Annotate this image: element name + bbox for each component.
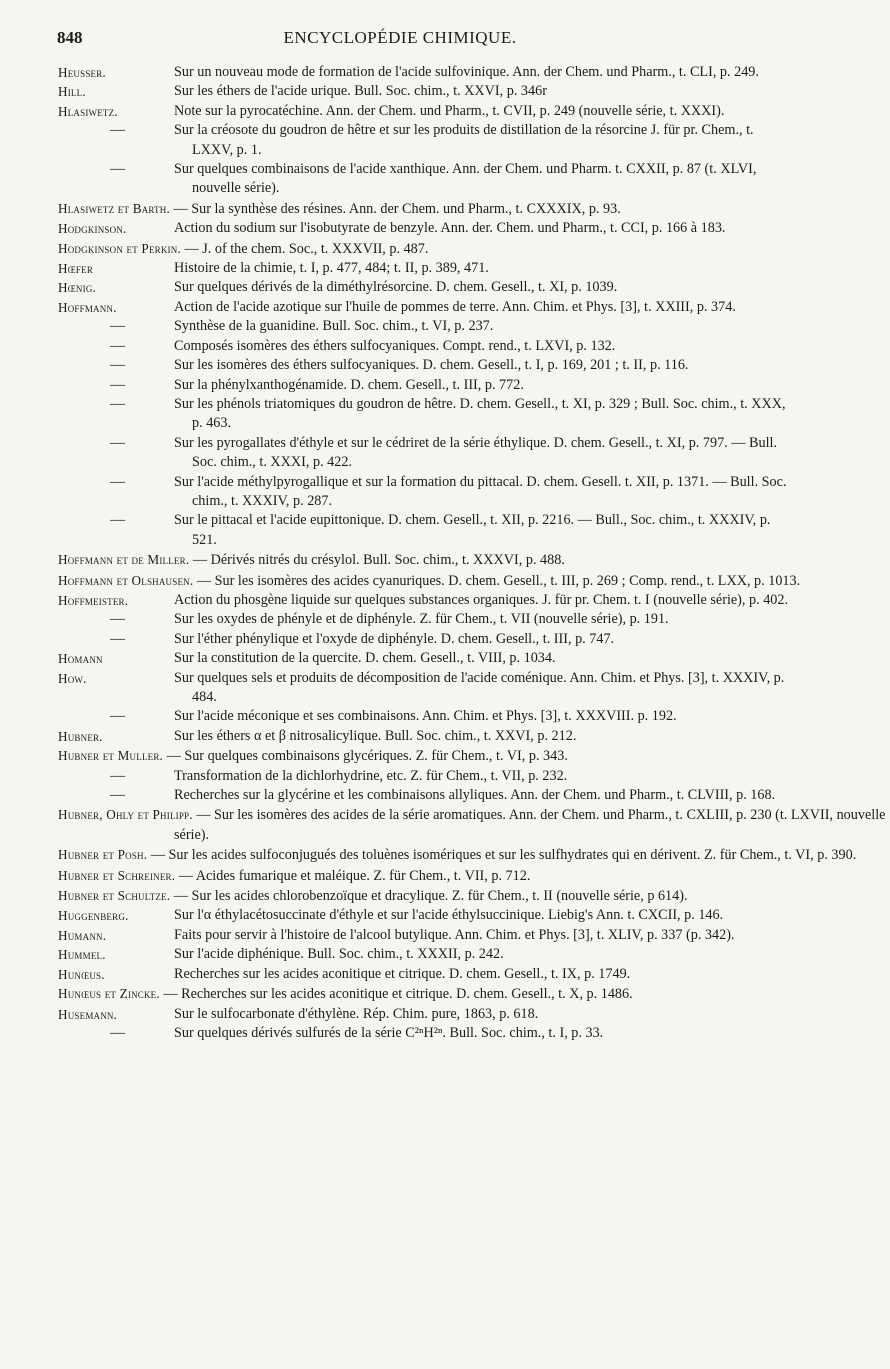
bibliography-entry — [0, 1005, 800, 1024]
bibliography-entry — [0, 239, 800, 259]
entry-reference: — Sur les acides sulfoconjugués des toluènes isomériques et sur les sulfhydrates qui en dérivent. Z. für Chem., t. VI, p. 390. — [150, 847, 857, 864]
entry-text: Sur l'α éthylacétosuccinate d'éthyle et sur l'acide éthylsuccinique. Liebig's Ann. t. CXCII, p. 146. — [174, 907, 724, 924]
entry-author: Hubner, Ohly et Philipp. — [58, 807, 193, 823]
bibliography-entry — [0, 707, 800, 726]
entry-text: Sur l'acide diphénique. Bull. Soc. chim., t. XXXII, p. 242. — [174, 946, 504, 963]
entry-reference: — Dérivés nitrés du crésylol. Bull. Soc. chim., t. XXXVI, p. 488. — [192, 552, 565, 569]
entry-author: — — [110, 434, 126, 451]
entry-author: Hoffmann et de Miller. — [58, 552, 190, 568]
entry-text: Sur le pittacal et l'acide eupittonique. D. chem. Gesell., t. XII, p. 2216. — Bull., Soc. chim., t. XXXIV, p. 521. — [174, 512, 771, 548]
entry-reference: — Sur quelques combinaisons glycériques. Z. für Chem., t. VI, p. 343. — [166, 748, 568, 765]
entry-author: Hoffmeister. — [58, 592, 129, 608]
entry-author: — — [110, 473, 126, 490]
entry-author: — — [110, 767, 126, 784]
entry-author: — — [110, 395, 126, 412]
bibliography-entry — [0, 278, 800, 297]
bibliography-entry — [0, 786, 800, 805]
bibliography-entry — [0, 906, 800, 925]
bibliography-entry — [0, 376, 800, 395]
entry-author: — — [110, 337, 126, 354]
entry-reference: — Sur la synthèse des résines. Ann. der Chem. und Pharm., t. CXXXIX, p. 93. — [173, 200, 621, 217]
bibliography-entry — [0, 965, 800, 984]
entry-text — [58, 239, 890, 259]
entry-text: Sur l'acide méconique et ses combinaisons. Ann. Chim. et Phys. [3], t. XXXVIII. p. 192. — [174, 708, 677, 725]
entry-text: Recherches sur les acides aconitique et citrique. D. chem. Gesell., t. IX, p. 1749. — [174, 965, 631, 982]
entry-text: Composés isomères des éthers sulfocyaniques. Compt. rend., t. LXVI, p. 132. — [174, 337, 616, 354]
bibliography-entry — [0, 82, 800, 101]
entry-author: Hœnig. — [58, 280, 97, 296]
entry-author: Hlasiwetz. — [58, 103, 118, 119]
entry-text: Sur l'acide méthylpyrogallique et sur la formation du pittacal. D. chem. Gesell. t. XII, p. 1371. — Bull. Soc. chim., t. XXXIV, p. 287. — [174, 473, 787, 509]
entry-author: — — [110, 630, 126, 647]
bibliography-entry — [0, 945, 800, 964]
entry-text: Faits pour servir à l'histoire de l'alcool butylique. Ann. Chim. et Phys. [3], t. XLIV, p. 337 (p. 342). — [174, 926, 735, 943]
bibliography-entry — [0, 473, 800, 512]
entry-reference: — Acides fumarique et maléique. Z. für Chem., t. VII, p. 712. — [178, 867, 531, 884]
bibliography-entry — [0, 571, 800, 591]
entry-author: — — [110, 318, 126, 335]
bibliography-entry — [0, 395, 800, 434]
bibliography-entry — [0, 886, 800, 906]
entry-text: Note sur la pyrocatéchine. Ann. der Chem. und Pharm., t. CVII, p. 249 (nouvelle série, t. XXXI). — [174, 102, 725, 119]
entry-author: Humann. — [58, 927, 107, 943]
bibliography-entry — [0, 121, 800, 160]
bibliography-entry — [0, 63, 800, 82]
entry-author: Hlasiwetz et Barth. — [58, 200, 170, 216]
entry-author: Homann — [58, 651, 103, 667]
bibliography-entry — [0, 356, 800, 375]
page-header — [0, 28, 800, 54]
entry-text: Histoire de la chimie, t. I, p. 477, 484; t. II, p. 389, 471. — [174, 260, 489, 277]
entry-author: — — [110, 357, 126, 374]
entry-text: Sur les oxydes de phényle et de diphényle. Z. für Chem., t. VII (nouvelle série), p. 191. — [174, 611, 669, 628]
bibliography-entry — [0, 259, 800, 278]
entry-reference: — Sur les acides chlorobenzoïque et dracylique. Z. für Chem., t. II (nouvelle série, p 614). — [173, 888, 688, 905]
entry-text: Action de l'acide azotique sur l'huile de pommes de terre. Ann. Chim. et Phys. [3], t. XXIII, p. 374. — [174, 298, 736, 315]
entry-reference: — J. of the chem. Soc., t. XXXVII, p. 487. — [184, 240, 429, 257]
entry-text: Sur l'éther phénylique et l'oxyde de diphényle. D. chem. Gesell., t. III, p. 747. — [174, 630, 615, 647]
entry-text — [58, 805, 890, 845]
entry-author: Hubner et Posh. — [58, 847, 148, 863]
entry-author: Hodgkinson et Perkin. — [58, 240, 181, 256]
entry-author: Hunœus. — [58, 966, 105, 982]
entry-author: Hunœus et Zincke. — [58, 986, 160, 1002]
entry-author: Husemann. — [58, 1006, 118, 1022]
entry-text: Sur un nouveau mode de formation de l'acide sulfovinique. Ann. der Chem. und Pharm., t. CLI, p. 249. — [174, 64, 759, 80]
entry-text: Sur les isomères des éthers sulfocyaniques. D. chem. Gesell., t. I, p. 169, 201 ; t. II, p. 116. — [174, 357, 689, 374]
entry-text — [58, 746, 890, 766]
bibliography-entry — [0, 746, 800, 766]
entry-author: Hœfer — [58, 261, 94, 277]
entry-author: — — [110, 787, 126, 804]
bibliography-entry — [0, 767, 800, 786]
entry-text: Sur les pyrogallates d'éthyle et sur le cédriret de la série éthylique. D. chem. Gesell., t. XI, p. 797. — Bull. Soc. chim., t. XXXI, p. 422. — [174, 434, 777, 471]
entry-author: Hodgkinson. — [58, 221, 127, 237]
bibliography-entry — [0, 984, 800, 1004]
entry-author: Heusser. — [58, 65, 106, 80]
bibliography-entry — [0, 434, 800, 473]
bibliography-entry — [0, 550, 800, 570]
entry-author: Hill. — [58, 84, 86, 100]
entry-text: Sur les phénols triatomiques du goudron de hêtre. D. chem. Gesell., t. XI, p. 329 ; Bull. Soc. chim., t. XXX, p. 463. — [174, 395, 786, 432]
entry-author: — — [110, 708, 126, 725]
entry-text: Sur le sulfocarbonate d'éthylène. Rép. Chim. pure, 1863, p. 618. — [174, 1005, 539, 1022]
entry-text: Sur la constitution de la quercite. D. chem. Gesell., t. VIII, p. 1034. — [174, 650, 556, 667]
bibliography-entry — [0, 805, 886, 845]
bibliography-entry — [0, 610, 800, 629]
entry-text: Recherches sur la glycérine et les combinaisons allyliques. Ann. der Chem. und Pharm., t. CLVIII, p. 168. — [174, 787, 776, 804]
bibliography-list — [0, 63, 886, 1043]
entry-text: Sur la créosote du goudron de hêtre et sur les produits de distillation de la résorcine J. für pr. Chem., t. LXXV, p. 1. — [174, 122, 754, 158]
entry-text — [58, 199, 890, 219]
bibliography-entry — [0, 845, 857, 865]
bibliography-entry — [0, 199, 800, 219]
bibliography-entry — [0, 160, 800, 199]
entry-reference: — Sur les isomères des acides de la série aromatiques. Ann. der Chem. und Pharm., t. CXLIII, p. 230 (t. LXVII, nouvelle série). — [174, 807, 886, 843]
entry-text: Action du phosgène liquide sur quelques substances organiques. J. für pr. Chem. t. I (nouvelle série), p. 402. — [174, 591, 789, 608]
entry-author: — — [110, 122, 126, 139]
entry-text — [58, 886, 890, 906]
entry-author: Hoffmann et Olshausen. — [58, 572, 194, 588]
entry-author: Hubner et Schreiner. — [58, 867, 176, 883]
entry-text — [58, 984, 890, 1004]
entry-author: — — [110, 611, 126, 628]
bibliography-entry — [0, 219, 800, 238]
bibliography-entry — [0, 926, 800, 945]
running-title: ENCYCLOPÉDIE CHIMIQUE. — [283, 28, 517, 47]
entry-text — [58, 550, 890, 570]
entry-text — [58, 866, 890, 886]
entry-text: Sur quelques dérivés sulfurés de la série C²ⁿH²ⁿ. Bull. Soc. chim., t. I, p. 33. — [174, 1024, 604, 1041]
bibliography-entry — [0, 337, 800, 356]
page-number: 848 — [57, 28, 83, 47]
bibliography-entry — [0, 511, 800, 550]
bibliography-entry — [0, 669, 800, 708]
bibliography-entry — [0, 317, 800, 336]
entry-author: — — [110, 1024, 126, 1041]
entry-text: Sur quelques combinaisons de l'acide xanthique. Ann. der Chem. und Pharm. t. CXXII, p. 87 (t. XLVI, nouvelle série). — [174, 161, 757, 197]
bibliography-entry — [0, 1024, 800, 1043]
entry-author: — — [110, 376, 126, 393]
bibliography-entry — [0, 102, 800, 121]
bibliography-entry — [0, 298, 800, 317]
entry-author: Hummel. — [58, 947, 106, 963]
entry-reference: — Sur les isomères des acides cyanuriques. D. chem. Gesell., t. III, p. 269 ; Comp. rend., t. LXX, p. 1013. — [196, 572, 801, 589]
entry-text: Sur quelques sels et produits de décomposition de l'acide coménique. Ann. Chim. et Phys. [3], t. XXXIV, p. 484. — [174, 669, 785, 705]
bibliography-entry — [0, 649, 800, 668]
entry-text: Sur les éthers α et β nitrosalicylique. Bull. Soc. chim., t. XXVI, p. 212. — [174, 727, 577, 744]
entry-text — [58, 571, 890, 591]
entry-text: Action du sodium sur l'isobutyrate de benzyle. Ann. der. Chem. und Pharm., t. CCI, p. 166 à 183. — [174, 220, 726, 237]
entry-author: Hubner et Muller. — [58, 748, 164, 764]
bibliography-entry — [0, 591, 800, 610]
bibliography-entry — [0, 866, 800, 886]
entry-text: Synthèse de la guanidine. Bull. Soc. chim., t. VI, p. 237. — [174, 318, 494, 335]
entry-author: Hubner et Schultze. — [58, 888, 171, 904]
bibliography-entry — [0, 727, 800, 746]
entry-text — [58, 845, 890, 865]
entry-author: — — [110, 161, 126, 178]
entry-text: Sur la phénylxanthogénamide. D. chem. Gesell., t. III, p. 772. — [174, 376, 524, 393]
entry-author: Hoffmann. — [58, 299, 117, 315]
entry-text: Sur les éthers de l'acide urique. Bull. Soc. chim., t. XXVI, p. 346r — [174, 83, 547, 100]
bibliography-entry — [0, 630, 800, 649]
entry-reference: — Recherches sur les acides aconitique et citrique. D. chem. Gesell., t. X, p. 1486. — [163, 986, 633, 1003]
entry-author: How. — [58, 670, 87, 686]
entry-author: — — [110, 512, 126, 529]
entry-author: Huggenberg. — [58, 908, 129, 924]
entry-text: Transformation de la dichlorhydrine, etc. Z. für Chem., t. VII, p. 232. — [174, 767, 568, 784]
entry-text: Sur quelques dérivés de la diméthylrésorcine. D. chem. Gesell., t. XI, p. 1039. — [174, 279, 618, 296]
entry-author: Hubner. — [58, 728, 103, 744]
